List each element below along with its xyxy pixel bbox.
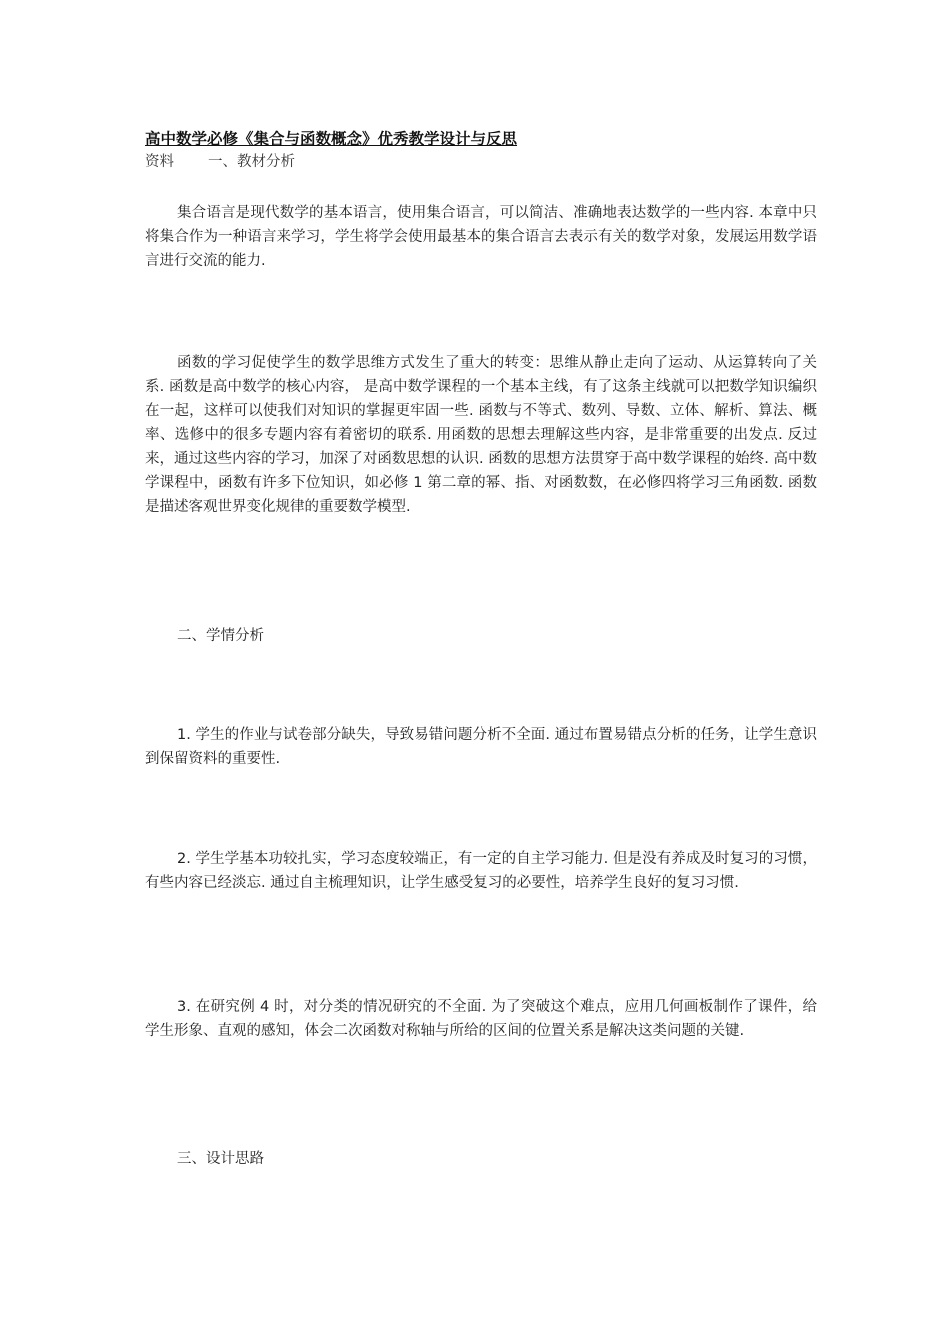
document-title: 高中数学必修《集合与函数概念》优秀教学设计与反思 xyxy=(145,130,518,148)
section-heading-textbook-analysis: 一、教材分析 xyxy=(208,154,295,170)
subtitle-line xyxy=(145,150,817,174)
paragraph-set-language: 集合语言是现代数学的基本语言，使用集合语言，可以简洁、准确地表达数学的一些内容. 本章中只将集合作为一种语言来学习，学生将学会使用最基本的集合语言去表示有关的数学对象，发展运用数学语言进行交流的能力. xyxy=(145,205,817,269)
section-heading-student-analysis: 二、学情分析 xyxy=(177,628,264,644)
section-heading-design-idea: 三、设计思路 xyxy=(177,1151,264,1167)
subtitle-label: 资料 xyxy=(145,154,174,170)
paragraph-function-learning: 函数的学习促使学生的数学思维方式发生了重大的转变：思维从静止走向了运动、从运算转向了关系. 函数是高中数学的核心内容， 是高中数学课程的一个基本主线，有了这条主线就可以把数学知识编织在一起，这样可以使我们对知识的掌握更牢固一些. 函数与不等式、数列、导数、立体、解析、算法、概率、选修中的很多专题内容有着密切的联系. 用函数的思想去理解这些内容，是非常重要的出发点. 反过来，通过这些内容的学习，加深了对函数思想的认识. 函数的思想方法贯穿于高中数学课程的始终. 高中数学课程中，函数有许多下位知识，如必修 1 第二章的幂、指、对函数数，在必修四将学习三角函数. 函数是描述客观世界变化规律的重要数学模型. xyxy=(145,355,817,515)
list-item-2: 2. 学生学基本功较扎实，学习态度较端正，有一定的自主学习能力. 但是没有养成及时复习的习惯，有些内容已经淡忘. 通过自主梳理知识，让学生感受复习的必要性，培养学生良好的复习习惯. xyxy=(145,851,817,891)
list-item-3: 3. 在研究例 4 时，对分类的情况研究的不全面. 为了突破这个难点，应用几何画板制作了课件，给学生形象、直观的感知，体会二次函数对称轴与所给的区间的位置关系是解决这类问题的关键. xyxy=(145,999,817,1039)
list-item-1: 1. 学生的作业与试卷部分缺失，导致易错问题分析不全面. 通过布置易错点分析的任务，让学生意识到保留资料的重要性. xyxy=(145,727,817,767)
